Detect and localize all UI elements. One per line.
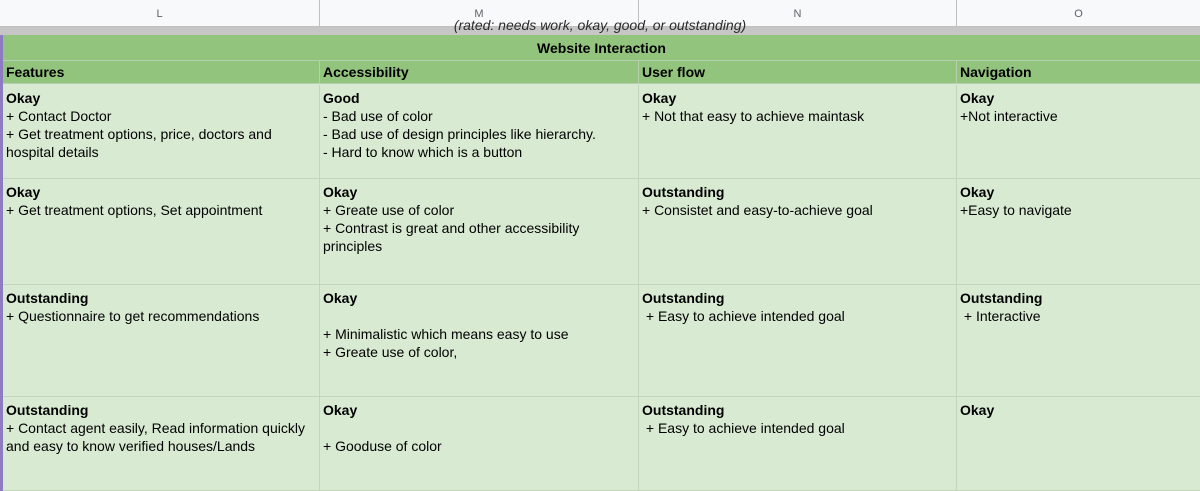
cell-navigation[interactable] [957,285,1200,396]
cell-note: + Interactive [960,308,1041,324]
cell-note: + Gooduse of color [323,438,442,454]
cell-note: + Contact Doctor [6,108,112,124]
cell-note: + Contact agent easily, Read information quickly and easy to know verified houses/Lands [6,420,309,454]
cell-note: + Get treatment options, Set appointment [6,202,263,218]
rating-label: Okay [960,90,995,106]
cell-note [323,307,638,325]
cell-navigation[interactable] [957,85,1200,178]
cell-features[interactable] [3,397,320,490]
column-header-l[interactable]: L [0,0,320,27]
cell-features[interactable] [3,285,320,396]
table-row [3,179,1200,285]
table-row [3,397,1200,491]
header-features[interactable]: Features [3,61,320,84]
cell-note [323,419,638,437]
rating-label: Outstanding [642,184,725,200]
cell-accessibility[interactable] [320,397,639,490]
section-title-cell[interactable]: Website Interaction [3,35,1200,61]
rating-label: Outstanding [642,290,725,306]
cell-note: + Consistet and easy-to-achieve goal [642,202,873,218]
rating-label: Outstanding [6,290,89,306]
rating-scale-row[interactable] [0,17,1200,35]
cell-note: +Not interactive [960,108,1058,124]
cell-accessibility[interactable] [320,85,639,178]
spreadsheet-grid [0,35,1200,491]
rating-label: Okay [6,184,41,200]
cell-note: + Greate use of color [323,202,455,218]
cell-note: - Bad use of design principles like hierarchy. [323,126,596,142]
cell-note: + Contrast is great and other accessibility principles [323,220,584,254]
cell-features[interactable] [3,179,320,284]
column-header-m[interactable]: M [320,0,639,27]
header-accessibility[interactable]: Accessibility [320,61,639,84]
table-row [3,85,1200,179]
cell-note: - Bad use of color [323,108,433,124]
rating-scale-text: (rated: needs work, okay, good, or outstanding) [453,17,747,33]
rating-label: Okay [960,402,995,418]
rating-label: Okay [6,90,41,106]
cell-navigation[interactable] [957,397,1200,490]
header-row [3,61,1200,84]
table-row [3,285,1200,397]
cell-features[interactable] [3,85,320,178]
header-navigation[interactable]: Navigation [960,64,1032,80]
cell-accessibility[interactable] [320,179,639,284]
cell-note: + Minimalistic which means easy to use [323,326,569,342]
rating-label: Outstanding [642,402,725,418]
rating-label: Okay [323,290,358,306]
cell-note: + Questionnaire to get recommendations [6,308,260,324]
column-header-n[interactable]: N [639,0,957,27]
rating-label: Okay [323,184,358,200]
header-user-flow[interactable]: User flow [639,61,957,84]
cell-note: + Not that easy to achieve maintask [642,108,865,124]
cell-note: +Easy to navigate [960,202,1072,218]
rating-label: Good [323,90,360,106]
cell-note: - Hard to know which is a button [323,144,523,160]
cell-accessibility[interactable] [320,285,639,396]
column-header-o[interactable]: O [1074,7,1083,20]
rating-label: Okay [642,90,677,106]
cell-navigation[interactable] [957,179,1200,284]
cell-note: + Get treatment options, price, doctors and hospital details [6,126,276,160]
cell-user-flow[interactable] [639,179,957,284]
cell-note: + Greate use of color, [323,344,458,360]
rating-label: Okay [323,402,358,418]
rating-label: Outstanding [6,402,89,418]
cell-user-flow[interactable] [639,285,957,396]
cell-note: + Easy to achieve intended goal [642,420,845,436]
rating-label: Okay [960,184,995,200]
cell-note: + Easy to achieve intended goal [642,308,845,324]
rating-label: Outstanding [960,290,1043,306]
cell-user-flow[interactable] [639,397,957,490]
cell-user-flow[interactable] [639,85,957,178]
